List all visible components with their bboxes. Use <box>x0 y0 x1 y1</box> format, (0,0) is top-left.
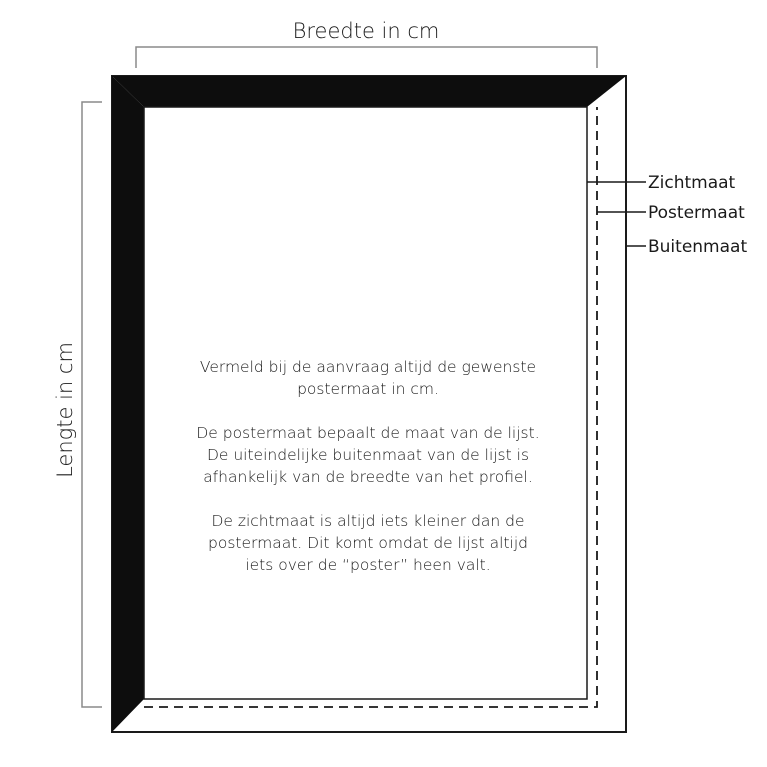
poster-size-label: Postermaat <box>648 203 745 223</box>
outer-size-label: Buitenmaat <box>648 237 748 257</box>
length-dimension-bracket <box>82 102 102 707</box>
sight-size-label: Zichtmaat <box>648 173 736 193</box>
frame-profile-left <box>112 76 144 732</box>
length-label: Lengte in cm <box>53 342 77 478</box>
width-label: Breedte in cm <box>292 19 440 43</box>
info-paragraph-poster-size: De postermaat bepaalt de maat van de lijst. De uiteindelijke buitenmaat van de lijst is afhankelijk van de breedte van het profiel. <box>196 424 540 486</box>
info-paragraph-order: Vermeld bij de aanvraag altijd de gewenste postermaat in cm. <box>199 358 537 398</box>
width-dimension-bracket <box>136 47 597 68</box>
info-text <box>196 356 540 598</box>
frame-profile-top <box>112 76 626 107</box>
info-paragraph-sight-size: De zichtmaat is altijd iets kleiner dan de postermaat. Dit komt omdat de lijst altijd iets over de “poster” heen valt. <box>208 512 528 574</box>
